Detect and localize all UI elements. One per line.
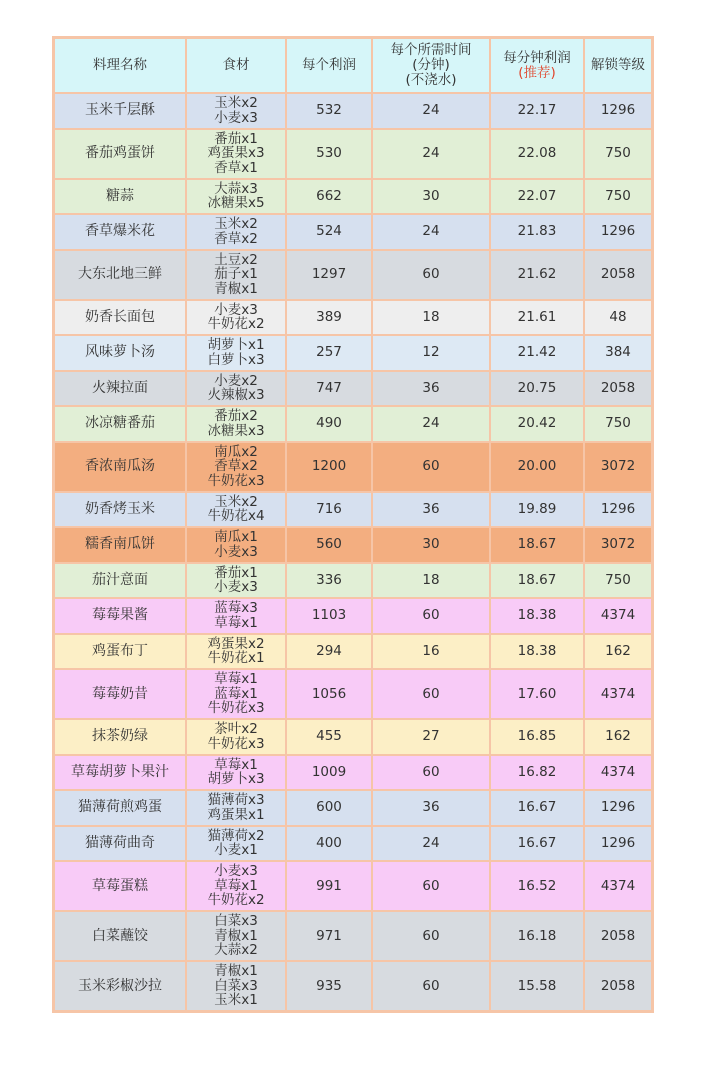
table-row [54, 129, 652, 179]
table-row [54, 214, 652, 250]
cell-profit: 662 [286, 179, 372, 215]
cell-recipe-name: 玉米彩椒沙拉 [54, 961, 186, 1011]
cell-profit-per-minute: 20.00 [490, 442, 584, 492]
ingredient-item: 胡萝卜x3 [207, 771, 265, 788]
cell-recipe-name: 番茄鸡蛋饼 [54, 129, 186, 179]
ingredient-item: 鸡蛋果x3 [207, 145, 265, 162]
ingredient-item: 火辣椒x3 [207, 387, 265, 404]
ingredient-item: 草莓x1 [214, 756, 258, 773]
ingredient-item: 草莓x1 [214, 614, 258, 631]
cell-time: 18 [372, 300, 490, 336]
cell-ingredients [186, 250, 286, 300]
cell-time: 36 [372, 790, 490, 826]
cell-unlock-level: 3072 [584, 442, 652, 492]
table-row [54, 335, 652, 371]
cell-recipe-name: 玉米千层酥 [54, 93, 186, 129]
cell-profit-per-minute: 18.67 [490, 563, 584, 599]
ingredient-item: 茶叶x2 [214, 721, 258, 738]
cell-unlock-level: 750 [584, 563, 652, 599]
table-row [54, 911, 652, 961]
cell-unlock-level: 1296 [584, 826, 652, 862]
cell-profit-per-minute: 21.42 [490, 335, 584, 371]
cell-ingredients [186, 300, 286, 336]
table-row [54, 861, 652, 911]
ingredient-item: 玉米x2 [214, 95, 258, 112]
cell-profit-per-minute: 21.83 [490, 214, 584, 250]
ingredient-item: 牛奶花x2 [207, 316, 265, 333]
cell-unlock-level: 48 [584, 300, 652, 336]
ingredient-item: 青椒x1 [214, 963, 258, 980]
cell-ingredients [186, 93, 286, 129]
cell-recipe-name: 猫薄荷曲奇 [54, 826, 186, 862]
cell-profit: 530 [286, 129, 372, 179]
ingredient-item: 胡萝卜x1 [207, 337, 265, 354]
cell-profit: 1056 [286, 669, 372, 719]
cell-ingredients [186, 719, 286, 755]
cell-ingredients [186, 527, 286, 563]
cell-recipe-name: 草莓胡萝卜果汁 [54, 755, 186, 791]
ingredient-item: 小麦x1 [214, 842, 258, 859]
ingredient-item: 玉米x1 [214, 992, 258, 1009]
header-ppm-line1: 每分钟利润 [503, 49, 571, 66]
cell-recipe-name: 莓莓奶昔 [54, 669, 186, 719]
cell-profit-per-minute: 18.38 [490, 634, 584, 670]
cell-unlock-level: 1296 [584, 492, 652, 528]
cell-ingredients [186, 911, 286, 961]
cell-time: 36 [372, 371, 490, 407]
cell-profit-per-minute: 19.89 [490, 492, 584, 528]
cell-time: 60 [372, 250, 490, 300]
ingredient-item: 白菜x3 [214, 913, 258, 930]
cell-unlock-level: 750 [584, 179, 652, 215]
recipe-table [54, 38, 652, 1011]
table-row [54, 669, 652, 719]
ingredient-item: 南瓜x1 [214, 529, 258, 546]
cell-ingredients [186, 214, 286, 250]
ingredient-item: 香草x2 [214, 230, 258, 247]
ingredient-item: 小麦x3 [214, 109, 258, 126]
cell-time: 60 [372, 442, 490, 492]
cell-time: 12 [372, 335, 490, 371]
cell-time: 36 [372, 492, 490, 528]
ingredient-item: 土豆x2 [214, 251, 258, 268]
ingredient-item: 牛奶花x2 [207, 892, 265, 909]
cell-time: 27 [372, 719, 490, 755]
cell-ingredients [186, 406, 286, 442]
cell-profit-per-minute: 18.67 [490, 527, 584, 563]
cell-ingredients [186, 179, 286, 215]
cell-ingredients [186, 861, 286, 911]
cell-profit-per-minute: 22.08 [490, 129, 584, 179]
cell-profit-per-minute: 16.18 [490, 911, 584, 961]
cell-unlock-level: 162 [584, 634, 652, 670]
cell-unlock-level: 2058 [584, 371, 652, 407]
table-row [54, 719, 652, 755]
cell-profit: 1297 [286, 250, 372, 300]
cell-unlock-level: 2058 [584, 961, 652, 1011]
table-row [54, 755, 652, 791]
cell-profit: 1103 [286, 598, 372, 634]
cell-unlock-level: 162 [584, 719, 652, 755]
cell-profit-per-minute: 17.60 [490, 669, 584, 719]
ingredient-item: 猫薄荷x3 [207, 792, 265, 809]
table-header-row [54, 38, 652, 93]
cell-unlock-level: 750 [584, 129, 652, 179]
ingredient-item: 白萝卜x3 [207, 351, 265, 368]
cell-recipe-name: 茄汁意面 [54, 563, 186, 599]
ingredient-item: 香草x2 [214, 458, 258, 475]
cell-unlock-level: 1296 [584, 214, 652, 250]
cell-recipe-name: 糯香南瓜饼 [54, 527, 186, 563]
table-row [54, 179, 652, 215]
cell-ingredients [186, 371, 286, 407]
cell-ingredients [186, 563, 286, 599]
ingredient-item: 鸡蛋果x2 [207, 635, 265, 652]
cell-time: 24 [372, 214, 490, 250]
ingredient-item: 冰糖果x5 [207, 195, 265, 212]
ingredient-item: 牛奶花x3 [207, 472, 265, 489]
table-row [54, 634, 652, 670]
cell-profit-per-minute: 16.85 [490, 719, 584, 755]
table-row [54, 492, 652, 528]
header-time-line3: (不浇水) [405, 72, 457, 88]
cell-profit: 532 [286, 93, 372, 129]
cell-profit: 1200 [286, 442, 372, 492]
cell-recipe-name: 鸡蛋布丁 [54, 634, 186, 670]
cell-unlock-level: 750 [584, 406, 652, 442]
cell-time: 24 [372, 406, 490, 442]
ingredient-item: 小麦x3 [214, 543, 258, 560]
table-row [54, 598, 652, 634]
table-row [54, 371, 652, 407]
cell-time: 24 [372, 826, 490, 862]
cell-time: 60 [372, 861, 490, 911]
cell-profit: 600 [286, 790, 372, 826]
cell-time: 60 [372, 669, 490, 719]
ingredient-item: 冰糖果x3 [207, 422, 265, 439]
header-time-line1: 每个所需时间 [390, 42, 472, 58]
ingredient-item: 玉米x2 [214, 216, 258, 233]
cell-profit: 1009 [286, 755, 372, 791]
cell-recipe-name: 大东北地三鲜 [54, 250, 186, 300]
cell-profit: 336 [286, 563, 372, 599]
cell-profit: 935 [286, 961, 372, 1011]
cell-profit: 747 [286, 371, 372, 407]
cell-profit: 991 [286, 861, 372, 911]
cell-ingredients [186, 790, 286, 826]
cell-ingredients [186, 755, 286, 791]
cell-unlock-level: 4374 [584, 861, 652, 911]
cell-profit: 490 [286, 406, 372, 442]
cell-recipe-name: 糖蒜 [54, 179, 186, 215]
cell-profit: 560 [286, 527, 372, 563]
cell-time: 60 [372, 961, 490, 1011]
cell-ingredients [186, 335, 286, 371]
cell-recipe-name: 香草爆米花 [54, 214, 186, 250]
table-row [54, 790, 652, 826]
cell-profit-per-minute: 15.58 [490, 961, 584, 1011]
header-name: 料理名称 [54, 38, 186, 93]
cell-time: 30 [372, 179, 490, 215]
ingredient-item: 牛奶花x4 [207, 508, 265, 525]
header-unlock-level: 解锁等级 [584, 38, 652, 93]
ingredient-item: 猫薄荷x2 [207, 827, 265, 844]
cell-recipe-name: 抹茶奶绿 [54, 719, 186, 755]
ingredient-item: 蓝莓x3 [214, 600, 258, 617]
cell-time: 60 [372, 755, 490, 791]
cell-profit-per-minute: 16.67 [490, 790, 584, 826]
cell-profit-per-minute: 16.67 [490, 826, 584, 862]
cell-profit-per-minute: 16.82 [490, 755, 584, 791]
cell-profit: 455 [286, 719, 372, 755]
cell-time: 60 [372, 598, 490, 634]
table-row [54, 563, 652, 599]
cell-ingredients [186, 826, 286, 862]
table-row [54, 93, 652, 129]
cell-unlock-level: 3072 [584, 527, 652, 563]
cell-profit-per-minute: 16.52 [490, 861, 584, 911]
cell-unlock-level: 1296 [584, 790, 652, 826]
cell-profit: 294 [286, 634, 372, 670]
cell-profit-per-minute: 22.17 [490, 93, 584, 129]
cell-unlock-level: 2058 [584, 250, 652, 300]
ingredient-item: 玉米x2 [214, 493, 258, 510]
cell-unlock-level: 1296 [584, 93, 652, 129]
cell-profit: 400 [286, 826, 372, 862]
cell-time: 18 [372, 563, 490, 599]
cell-unlock-level: 2058 [584, 911, 652, 961]
ingredient-item: 草莓x1 [214, 877, 258, 894]
cell-profit: 389 [286, 300, 372, 336]
cell-recipe-name: 草莓蛋糕 [54, 861, 186, 911]
cell-ingredients [186, 442, 286, 492]
header-time-line2: (分钟) [412, 57, 450, 73]
cell-profit-per-minute: 21.62 [490, 250, 584, 300]
cell-unlock-level: 4374 [584, 669, 652, 719]
cell-profit-per-minute: 22.07 [490, 179, 584, 215]
cell-recipe-name: 白菜蘸饺 [54, 911, 186, 961]
table-row [54, 442, 652, 492]
cell-profit-per-minute: 21.61 [490, 300, 584, 336]
cell-recipe-name: 冰凉糖番茄 [54, 406, 186, 442]
cell-time: 60 [372, 911, 490, 961]
ingredient-item: 番茄x2 [214, 408, 258, 425]
table-row [54, 961, 652, 1011]
cell-profit: 524 [286, 214, 372, 250]
cell-ingredients [186, 129, 286, 179]
cell-recipe-name: 风味萝卜汤 [54, 335, 186, 371]
ingredient-item: 茄子x1 [214, 266, 258, 283]
cell-ingredients [186, 492, 286, 528]
ingredient-item: 小麦x2 [214, 372, 258, 389]
cell-recipe-name: 火辣拉面 [54, 371, 186, 407]
ingredient-item: 小麦x3 [214, 301, 258, 318]
table-row [54, 527, 652, 563]
cell-ingredients [186, 598, 286, 634]
ingredient-item: 牛奶花x3 [207, 735, 265, 752]
ingredient-item: 小麦x3 [214, 863, 258, 880]
ingredient-item: 南瓜x2 [214, 443, 258, 460]
ingredient-item: 青椒x1 [214, 280, 258, 297]
ingredient-item: 鸡蛋果x1 [207, 806, 265, 823]
ingredient-item: 白菜x3 [214, 977, 258, 994]
cell-recipe-name: 猫薄荷煎鸡蛋 [54, 790, 186, 826]
cell-time: 24 [372, 129, 490, 179]
ingredient-item: 香草x1 [214, 159, 258, 176]
cell-profit: 257 [286, 335, 372, 371]
header-profit-per-minute [490, 38, 584, 93]
ingredient-item: 大蒜x3 [214, 180, 258, 197]
ingredient-item: 大蒜x2 [214, 942, 258, 959]
ingredient-item: 番茄x1 [214, 564, 258, 581]
table-row [54, 406, 652, 442]
header-ingredients: 食材 [186, 38, 286, 93]
cell-profit-per-minute: 20.75 [490, 371, 584, 407]
ingredient-item: 小麦x3 [214, 579, 258, 596]
cell-profit-per-minute: 20.42 [490, 406, 584, 442]
cell-recipe-name: 奶香长面包 [54, 300, 186, 336]
cell-ingredients [186, 669, 286, 719]
cell-unlock-level: 384 [584, 335, 652, 371]
ingredient-item: 草莓x1 [214, 671, 258, 688]
ingredient-item: 青椒x1 [214, 927, 258, 944]
ingredient-item: 蓝莓x1 [214, 685, 258, 702]
cell-profit: 716 [286, 492, 372, 528]
table-row [54, 250, 652, 300]
cell-profit-per-minute: 18.38 [490, 598, 584, 634]
recipe-table-frame [52, 36, 654, 1013]
cell-ingredients [186, 634, 286, 670]
table-row [54, 300, 652, 336]
cell-time: 24 [372, 93, 490, 129]
cell-time: 16 [372, 634, 490, 670]
cell-time: 30 [372, 527, 490, 563]
cell-profit: 971 [286, 911, 372, 961]
cell-ingredients [186, 961, 286, 1011]
cell-unlock-level: 4374 [584, 755, 652, 791]
cell-unlock-level: 4374 [584, 598, 652, 634]
cell-recipe-name: 香浓南瓜汤 [54, 442, 186, 492]
table-body [54, 93, 652, 1011]
ingredient-item: 牛奶花x3 [207, 700, 265, 717]
cell-recipe-name: 奶香烤玉米 [54, 492, 186, 528]
ingredient-item: 牛奶花x1 [207, 650, 265, 667]
table-row [54, 826, 652, 862]
header-time [372, 38, 490, 93]
cell-recipe-name: 莓莓果酱 [54, 598, 186, 634]
header-ppm-recommended: (推荐) [518, 64, 556, 81]
ingredient-item: 番茄x1 [214, 130, 258, 147]
header-profit: 每个利润 [286, 38, 372, 93]
